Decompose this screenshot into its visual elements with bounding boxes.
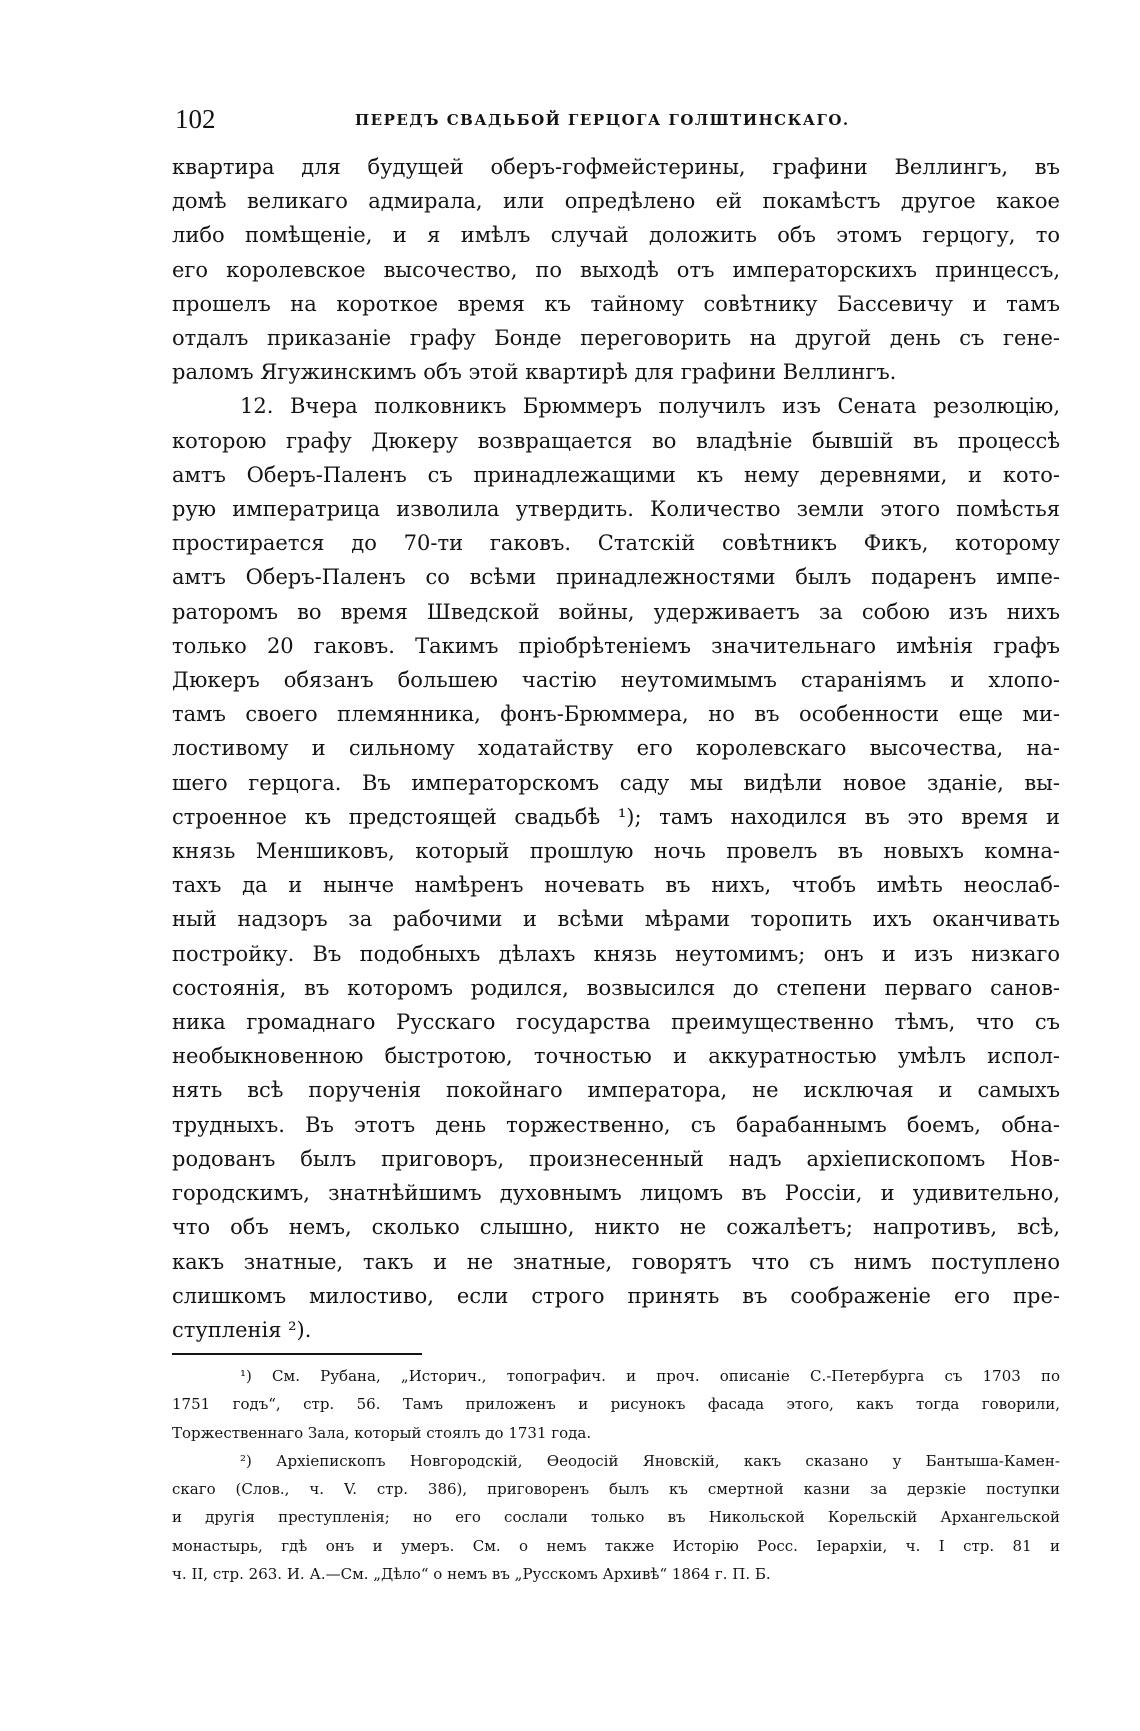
text-line: постройку. Въ подобныхъ дѣлахъ князь неутомимъ; онъ и изъ низкаго [172,941,1060,966]
footnote-line: ч. II, стр. 263. И. А.—См. „Дѣло“ о немъ въ „Русскомъ Архивѣ“ 1864 г. П. Б. [172,1565,771,1584]
text-line: ный надзоръ за рабочими и всѣми мѣрами торопить ихъ оканчивать [172,907,1060,932]
running-title: ПЕРЕДЪ СВАДЬБОЙ ГЕРЦОГА ГОЛШТИНСКАГО. [355,111,850,129]
text-line: какъ знатные, такъ и не знатные, говорятъ что съ нимъ поступлено [172,1249,1060,1274]
text-line: родованъ былъ приговоръ, произнесенный надъ архіепископомъ Нов- [172,1146,1060,1171]
text-line: либо помѣщеніе, и я имѣлъ случай доложить объ этомъ герцогу, то [172,223,1060,248]
footnote-line: монастырь, гдѣ онъ и умеръ. См. о немъ также Исторію Росс. Іерархіи, ч. I стр. 81 и [172,1536,1060,1555]
footnote-line: скаго (Слов., ч. V. стр. 386), приговоренъ былъ къ смертной казни за дерзкіе поступки [172,1480,1060,1499]
footnote-line: Торжественнаго Зала, который стоялъ до 1731 года. [172,1423,592,1442]
text-line: его королевское высочество, по выходѣ отъ императорскихъ принцессъ, [172,257,1060,282]
footnote-line: ¹) См. Рубана, „Историч., топографич. и проч. описаніе С.-Петербурга съ 1703 по [240,1367,1060,1385]
paragraph-start-line: 12. Вчера полковникъ Брюммеръ получилъ изъ Сената резолюцію, [240,394,1060,419]
text-line: амтъ Оберъ-Паленъ со всѣми принадлежностями былъ подаренъ импе- [172,565,1060,590]
text-line: квартира для будущей оберъ-гофмейстерины, графини Веллингъ, въ [172,155,1060,179]
text-line: шего герцога. Въ императорскомъ саду мы видѣли новое зданіе, вы- [172,770,1060,795]
main-text [172,150,1060,1347]
text-line: раторомъ во время Шведской войны, удерживаетъ за собою изъ нихъ [172,599,1060,624]
text-line: которою графу Дюкеру возвращается во владѣніе бывшій въ процессѣ [172,428,1060,453]
text-line: тамъ своего племянника, фонъ-Брюммера, но въ особенности еще ми- [172,702,1060,727]
text-line: домѣ великаго адмирала, или опредѣлено ей покамѣстъ другое какое [172,189,1060,214]
footnote-line: 1751 годъ“, стр. 56. Тамъ приложенъ и рисунокъ фасада этого, какъ тогда говорили, [172,1395,1060,1414]
text-line: слишкомъ милостиво, если строго принять въ соображеніе его пре- [172,1283,1060,1308]
text-line: ника громаднаго Русскаго государства преимущественно тѣмъ, что съ [172,1010,1060,1035]
footnote-divider [172,1353,422,1355]
footnotes [172,1362,1060,1588]
text-line: необыкновенною быстротою, точностью и аккуратностью умѣлъ испол- [172,1044,1060,1069]
text-line: Дюкеръ обязанъ большею частію неутомимымъ стараніямъ и хлопо- [172,668,1060,693]
text-line: рую императрица изволила утвердить. Количество земли этого помѣстья [172,497,1060,522]
page-header [175,104,1055,140]
text-line: городскимъ, знатнѣйшимъ духовнымъ лицомъ въ Россіи, и удивительно, [172,1181,1060,1206]
text-line: лостивому и сильному ходатайству его королевскаго высочества, на- [172,736,1060,761]
text-line: князь Меншиковъ, который прошлую ночь провелъ въ новыхъ комна- [172,839,1060,864]
text-line: отдалъ приказаніе графу Бонде переговорить на другой день съ гене- [172,326,1060,351]
text-line: прошелъ на короткое время къ тайному совѣтнику Бассевичу и тамъ [172,291,1060,316]
text-line: строенное къ предстоящей свадьбѣ ¹); тамъ находился въ это время и [172,804,1060,829]
text-line: амтъ Оберъ-Паленъ съ принадлежащими къ нему деревнями, и кото- [172,462,1060,487]
page-number: 102 [175,104,216,134]
text-line: тахъ да и нынче намѣренъ ночевать въ нихъ, чтобъ имѣть неослаб- [172,873,1060,898]
text-line: ступленія ²). [172,1317,312,1342]
text-line: трудныхъ. Въ этотъ день торжественно, съ барабаннымъ боемъ, обна- [172,1112,1060,1137]
footnote-line: и другія преступленія; но его сослали только въ Никольской Корельскій Архангельской [172,1508,1060,1527]
text-line: состоянія, въ которомъ родился, возвысился до степени перваго санов- [172,975,1060,1000]
text-line: нять всѣ порученія покойнаго императора, не исключая и самыхъ [172,1078,1060,1103]
text-line: только 20 гаковъ. Такимъ пріобрѣтеніемъ значительнаго имѣнія графъ [172,633,1060,658]
text-line: простирается до 70-ти гаковъ. Статскій совѣтникъ Фикъ, которому [172,531,1060,556]
footnote-line: ²) Архіепископъ Новгородскій, Ѳеодосій Яновскій, какъ сказано у Бантыша-Камен- [240,1451,1060,1470]
text-line: что объ немъ, сколько слышно, никто не сожалѣетъ; напротивъ, всѣ, [172,1215,1060,1240]
text-line: раломъ Ягужинскимъ объ этой квартирѣ для графини Веллингъ. [172,360,897,385]
